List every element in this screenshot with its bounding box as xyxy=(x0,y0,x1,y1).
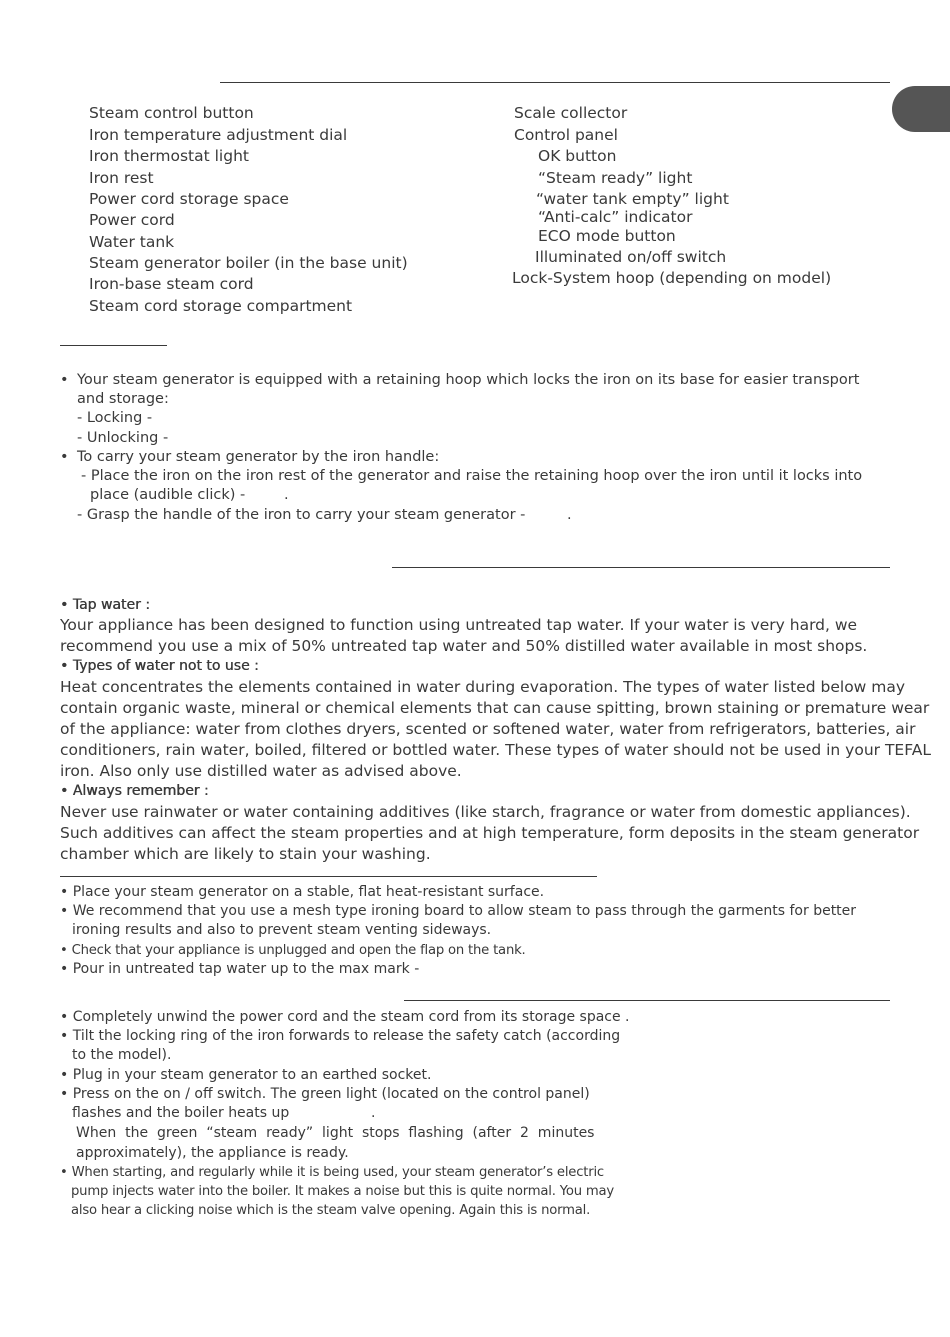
section-rule-use xyxy=(404,1000,890,1001)
lock-text: and storage: xyxy=(77,391,169,407)
section-rule-description xyxy=(220,82,890,83)
use-bullet: • Press on the on / off switch. The green light (located on the control panel) xyxy=(60,1086,590,1102)
list-item: Power cord xyxy=(89,211,175,229)
always-heading: • Always remember : xyxy=(60,783,209,799)
list-item: Steam control button xyxy=(89,104,254,122)
list-item: “water tank empty” light xyxy=(536,190,729,208)
prep-bullet: • Check that your appliance is unplugged and open the flap on the tank. xyxy=(60,943,526,958)
paragraph-line: recommend you use a mix of 50% untreated tap water and 50% distilled water available in most shops. xyxy=(60,637,868,655)
list-item: Steam generator boiler (in the base unit) xyxy=(89,254,408,272)
use-bullet: . xyxy=(371,1105,376,1121)
use-bullet: flashes and the boiler heats up xyxy=(72,1105,290,1121)
bullet-dot: • xyxy=(60,449,69,465)
use-bullet: pump injects water into the boiler. It makes a noise but this is quite normal. You may xyxy=(71,1184,614,1199)
paragraph-line: iron. Also only use distilled water as advised above. xyxy=(60,762,462,780)
paragraph-line: conditioners, rain water, boiled, filtered or bottled water. These types of water should not be used in your TEFAL xyxy=(60,741,931,759)
paragraph-line: Heat concentrates the elements contained in water during evaporation. The types of water listed below may xyxy=(60,678,906,696)
use-bullet: • Plug in your steam generator to an earthed socket. xyxy=(60,1067,432,1083)
list-item: ECO mode button xyxy=(538,227,676,245)
paragraph-line: Never use rainwater or water containing additives (like starch, fragrance or water from domestic appliances). xyxy=(60,803,911,821)
prep-bullet: • Pour in untreated tap water up to the max mark - xyxy=(60,961,420,977)
list-item: Steam cord storage compartment xyxy=(89,297,353,315)
lock-text: . xyxy=(567,507,572,523)
lock-text: - Place the iron on the iron rest of the generator and raise the retaining hoop over the iron until it locks into xyxy=(81,468,863,484)
list-item: Scale collector xyxy=(514,104,628,122)
list-item: Water tank xyxy=(89,233,175,251)
paragraph-line: Your appliance has been designed to function using untreated tap water. If your water is very hard, we xyxy=(60,616,858,634)
lock-text: Your steam generator is equipped with a retaining hoop which locks the iron on its base for easier transport xyxy=(77,372,860,388)
list-item: Illuminated on/off switch xyxy=(535,248,727,266)
use-bullet: also hear a clicking noise which is the steam valve opening. Again this is normal. xyxy=(71,1203,591,1218)
list-item: Iron rest xyxy=(89,169,154,187)
prep-bullet: • Place your steam generator on a stable, flat heat-resistant surface. xyxy=(60,884,545,900)
list-item: Iron temperature adjustment dial xyxy=(89,126,348,144)
list-item: Power cord storage space xyxy=(89,190,289,208)
list-item: “Steam ready” light xyxy=(538,169,693,187)
paragraph-line: contain organic waste, mineral or chemical elements that can cause spitting, brown staining or premature wear xyxy=(60,699,930,717)
section-rule-prep xyxy=(60,876,597,877)
lock-text: - Unlocking - xyxy=(77,430,169,446)
use-bullet: • When starting, and regularly while it is being used, your steam generator’s electric xyxy=(60,1165,604,1180)
use-bullet: approximately), the appliance is ready. xyxy=(76,1145,349,1161)
lock-text: - Locking - xyxy=(77,410,153,426)
section-rule-water xyxy=(392,567,890,568)
use-bullet: • Completely unwind the power cord and the steam cord from its storage space . xyxy=(60,1009,630,1025)
page-tab-marker xyxy=(892,86,950,132)
lock-text: place (audible click) - xyxy=(90,487,246,503)
paragraph-line: chamber which are likely to stain your washing. xyxy=(60,845,431,863)
use-bullet: When the green “steam ready” light stops flashing (after 2 minutes xyxy=(76,1125,595,1141)
list-item: Lock-System hoop (depending on model) xyxy=(512,269,832,287)
section-rule-lock xyxy=(60,345,167,346)
use-bullet: to the model). xyxy=(72,1047,172,1063)
prep-bullet: ironing results and also to prevent steam venting sideways. xyxy=(72,922,492,938)
list-item: Iron-base steam cord xyxy=(89,275,254,293)
paragraph-line: of the appliance: water from clothes dryers, scented or softened water, water from refrigerators, batteries, air xyxy=(60,720,916,738)
lock-text: - Grasp the handle of the iron to carry your steam generator - xyxy=(77,507,526,523)
list-item: OK button xyxy=(538,147,617,165)
tap-water-heading: • Tap water : xyxy=(60,597,150,613)
lock-text: To carry your steam generator by the iron handle: xyxy=(77,449,440,465)
types-heading: • Types of water not to use : xyxy=(60,658,259,674)
lock-text: . xyxy=(284,487,289,503)
list-item: Iron thermostat light xyxy=(89,147,249,165)
use-bullet: • Tilt the locking ring of the iron forwards to release the safety catch (according xyxy=(60,1028,621,1044)
list-item: Control panel xyxy=(514,126,618,144)
bullet-dot: • xyxy=(60,372,69,388)
prep-bullet: • We recommend that you use a mesh type ironing board to allow steam to pass through the garments for better xyxy=(60,903,857,919)
list-item: “Anti-calc” indicator xyxy=(538,208,693,226)
paragraph-line: Such additives can affect the steam properties and at high temperature, form deposits in the steam generator xyxy=(60,824,920,842)
